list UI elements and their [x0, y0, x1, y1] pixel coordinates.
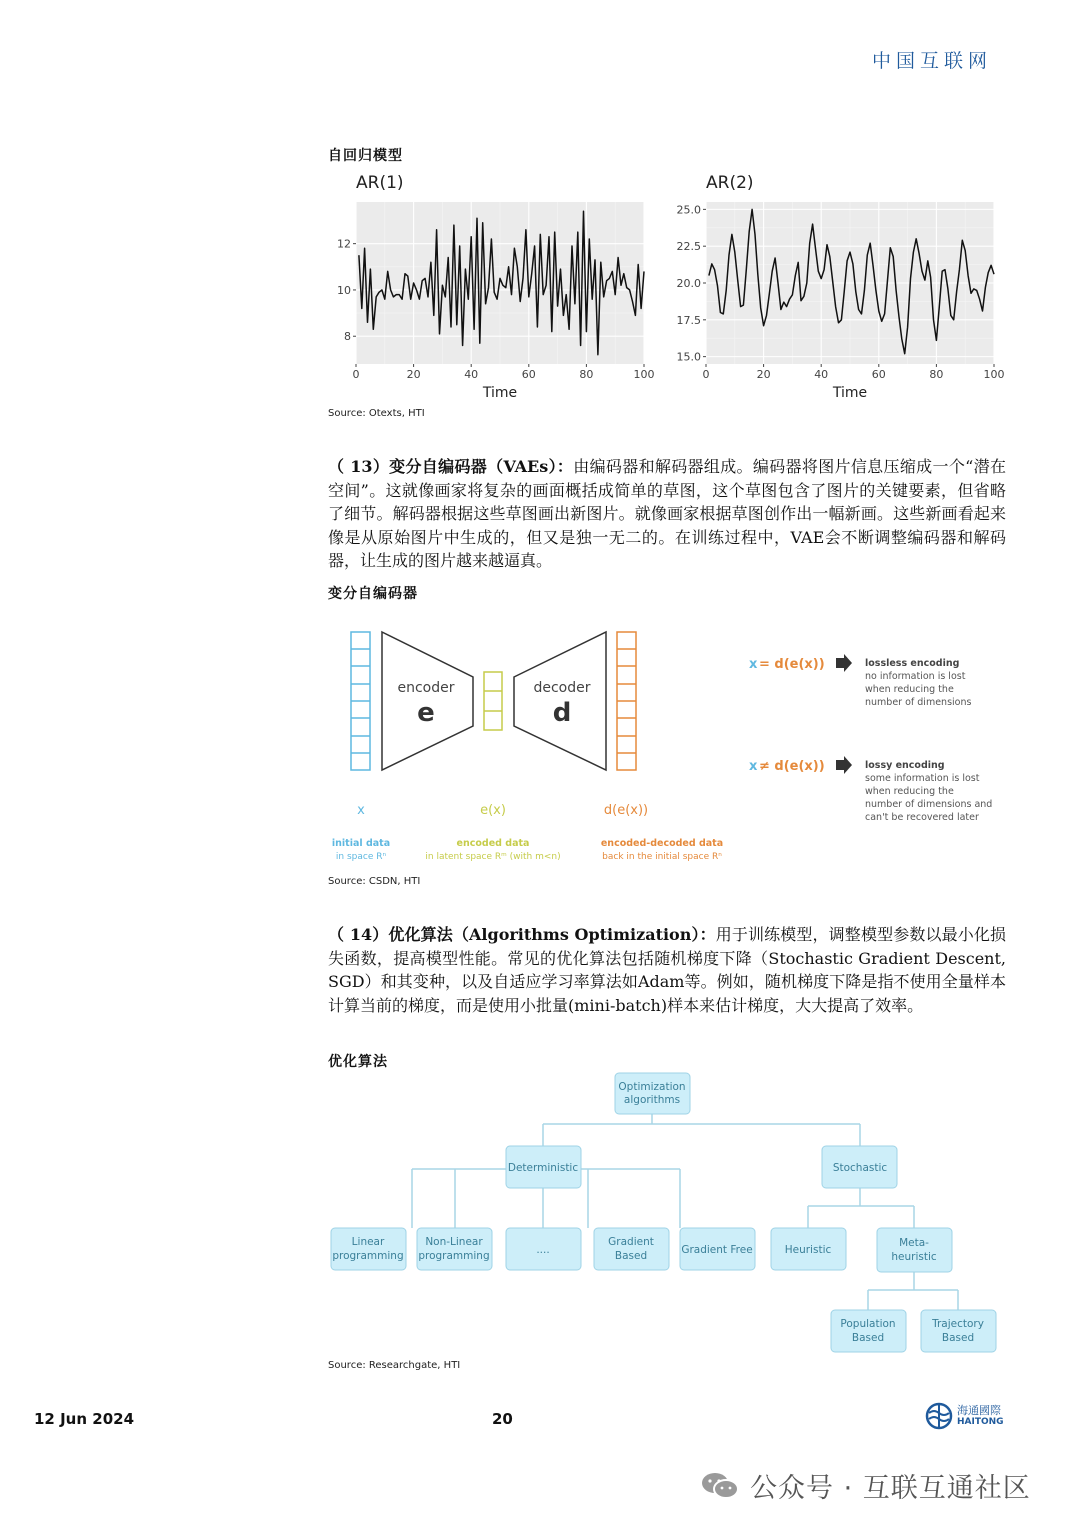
ar1-xlabel: Time — [482, 385, 518, 401]
ar2-tick-label-y: 17.5 — [676, 313, 701, 327]
ar2-tick-label-y: 22.5 — [676, 240, 701, 254]
lossless-line-3: number of dimensions — [865, 697, 972, 708]
wechat-icon — [700, 1470, 740, 1502]
node-stochastic — [822, 1146, 897, 1188]
dex-label: d(e(x)) — [603, 803, 649, 818]
node-heuristic — [771, 1228, 846, 1270]
para-13 — [328, 455, 1006, 573]
ar1-tick-label-y: 8 — [344, 330, 351, 344]
ar1-tick-label-y: 12 — [337, 237, 351, 251]
node-population-line-2: Based — [851, 1332, 885, 1344]
lossy-title: lossy encoding — [865, 760, 945, 771]
input-vector — [351, 632, 370, 770]
node-trajectory-based — [921, 1310, 996, 1352]
node-heuristic-label: Heuristic — [784, 1244, 832, 1256]
node-deterministic-label: Deterministic — [507, 1162, 579, 1174]
node-optimization-algorithms — [615, 1073, 690, 1114]
ar1-tick-label-y: 10 — [337, 283, 351, 297]
optimization-tree — [328, 1068, 1008, 1358]
ar2-tick-label-y: 20.0 — [676, 277, 701, 290]
lossy-line-4: can't be recovered later — [865, 812, 979, 823]
vae-diagram — [328, 620, 1008, 870]
ar2-tick-label-x: 0 — [702, 368, 710, 381]
lossless-eq-rest: = d(e(x)) — [759, 657, 825, 672]
initial-data-title: initial data — [331, 838, 391, 849]
decoder-symbol: d — [552, 698, 572, 728]
ar1-chart — [328, 168, 655, 408]
lossy-line-1: some information is lost — [865, 773, 980, 784]
ar2-tick-label-x: 60 — [871, 368, 886, 381]
encoder-label: encoder — [397, 680, 455, 696]
node-linear-line-1: Linear — [351, 1236, 385, 1248]
ar1-tick-label-x: 0 — [352, 368, 360, 381]
ar2-tick-label-x: 20 — [756, 368, 771, 381]
node-ellipsis — [506, 1228, 581, 1270]
node-metaheuristic — [877, 1228, 952, 1272]
vae-caption: 变分自编码器 — [328, 586, 418, 602]
para-14-body: 用于训练模型，调整模型参数以最小化损失函数，提高模型性能。常见的优化算法包括随机梯度下降（Stochastic Gradient Descent, SGD）和其变种，以及自适应学习率算法如Adam等。例如，随机梯度下降是指不使用全量样本计算当前的梯度，而是使用小批量(mini-batch)样本来估计梯度，大大提高了效率。 — [328, 925, 1006, 1015]
encoded-data-title: encoded data — [456, 838, 530, 849]
ar1-tick-label-x: 100 — [633, 368, 655, 381]
decoded-data-sub: back in the initial space Rⁿ — [602, 852, 722, 862]
lossy-eq-x: x — [749, 759, 758, 774]
ex-label: e(x) — [480, 803, 506, 818]
ar-caption: 自回归模型 — [328, 148, 403, 164]
haitong-logo-icon — [925, 1402, 953, 1430]
ar2-chart — [676, 168, 1005, 408]
watermark-text: 公众号 · 互联互通社区 — [750, 1473, 1031, 1504]
vae-source: Source: CSDN, HTI — [328, 876, 421, 887]
lossless-line-1: no information is lost — [865, 671, 966, 682]
node-nonlinear-line-1: Non-Linear — [425, 1236, 483, 1248]
lossless-title: lossless encoding — [865, 658, 960, 669]
decoder-label: decoder — [533, 680, 591, 696]
latent-vector — [484, 672, 502, 730]
node-trajectory-line-1: Trajectory — [932, 1318, 984, 1330]
node-gradient-free-label: Gradient Free — [681, 1244, 753, 1256]
decoded-data-title: encoded-decoded data — [600, 838, 724, 849]
node-nonlinear-programming — [417, 1228, 492, 1270]
haitong-logo — [925, 1402, 1004, 1430]
tree-connectors — [412, 1114, 958, 1310]
node-trajectory-line-2: Based — [941, 1332, 975, 1344]
node-gradient-free — [680, 1228, 755, 1270]
para-13-lead: （ 13）变分自编码器（VAEs）： — [328, 457, 574, 476]
node-linear-line-2: programming — [332, 1250, 404, 1262]
page-number: 20 — [492, 1410, 513, 1428]
logo-cn-text: 海通國際 — [957, 1404, 1001, 1417]
ar1-tick-label-x: 20 — [406, 368, 421, 381]
lossless-arrow-icon — [836, 654, 852, 672]
node-population-based — [831, 1310, 906, 1352]
para-14-lead: （ 14）优化算法（Algorithms Optimization）： — [328, 925, 716, 944]
ar2-title: AR(2) — [706, 173, 754, 193]
node-meta-line-1: Meta- — [899, 1237, 929, 1249]
node-root-line-1: Optimization — [618, 1081, 686, 1093]
ar1-tick-label-x: 60 — [521, 368, 536, 381]
wechat-watermark — [700, 1466, 1031, 1505]
footer-date: 12 Jun 2024 — [34, 1410, 135, 1428]
ar-source: Source: Otexts, HTI — [328, 408, 425, 419]
output-vector — [617, 632, 636, 770]
encoder-symbol: e — [417, 698, 435, 728]
logo-en-text: HAITONG — [957, 1417, 1004, 1427]
ar2-tick-label-y: 25.0 — [676, 203, 701, 217]
node-linear-programming — [331, 1228, 406, 1270]
ar2-tick-label-x: 100 — [983, 368, 1005, 381]
node-nonlinear-line-2: programming — [418, 1250, 490, 1262]
node-gradient-line-1: Gradient — [608, 1236, 654, 1248]
lossy-eq-rest: ≠ d(e(x)) — [759, 759, 825, 774]
opt-source: Source: Researchgate, HTI — [328, 1360, 461, 1371]
ar2-xlabel: Time — [832, 385, 868, 401]
lossy-arrow-icon — [836, 756, 852, 774]
node-gradient-line-2: Based — [614, 1250, 648, 1262]
lossy-line-2: when reducing the — [865, 786, 954, 797]
ar1-title: AR(1) — [356, 173, 404, 193]
initial-data-sub: in space Rⁿ — [335, 852, 387, 862]
para-13-body: 由编码器和解码器组成。编码器将图片信息压缩成一个“潜在空间”。这就像画家将复杂的画面概括成简单的草图，这个草图包含了图片的关键要素，但省略了细节。解码器根据这些草图画出新图片。就像画家根据草图创作出一幅新画。这些新画看起来像是从原始图片中生成的，但又是独一无二的。在训练过程中，VAE会不断调整编码器和解码器，让生成的图片越来越逼真。 — [328, 457, 1006, 570]
node-meta-line-2: heuristic — [891, 1251, 937, 1263]
lossless-eq-x: x — [749, 657, 758, 672]
ar2-tick-label-x: 80 — [929, 368, 944, 381]
node-gradient-based — [594, 1228, 669, 1270]
lossy-line-3: number of dimensions and — [865, 799, 993, 810]
ar2-tick-label-y: 15.0 — [676, 350, 701, 364]
lossless-line-2: when reducing the — [865, 684, 954, 695]
node-root-line-2: algorithms — [623, 1094, 681, 1106]
opt-caption: 优化算法 — [328, 1054, 388, 1070]
node-deterministic — [506, 1146, 581, 1188]
node-population-line-1: Population — [840, 1318, 896, 1330]
header-title: 中国互联网 — [871, 50, 992, 72]
encoded-data-sub: in latent space Rᵐ (with m<n) — [425, 852, 561, 862]
ar1-tick-label-x: 80 — [579, 368, 594, 381]
x-label: x — [357, 803, 365, 818]
para-14 — [328, 923, 1006, 1017]
ar1-tick-label-x: 40 — [464, 368, 479, 381]
node-stochastic-label: Stochastic — [832, 1162, 888, 1174]
node-ellipsis-label: .... — [536, 1244, 550, 1256]
ar2-tick-label-x: 40 — [814, 368, 829, 381]
